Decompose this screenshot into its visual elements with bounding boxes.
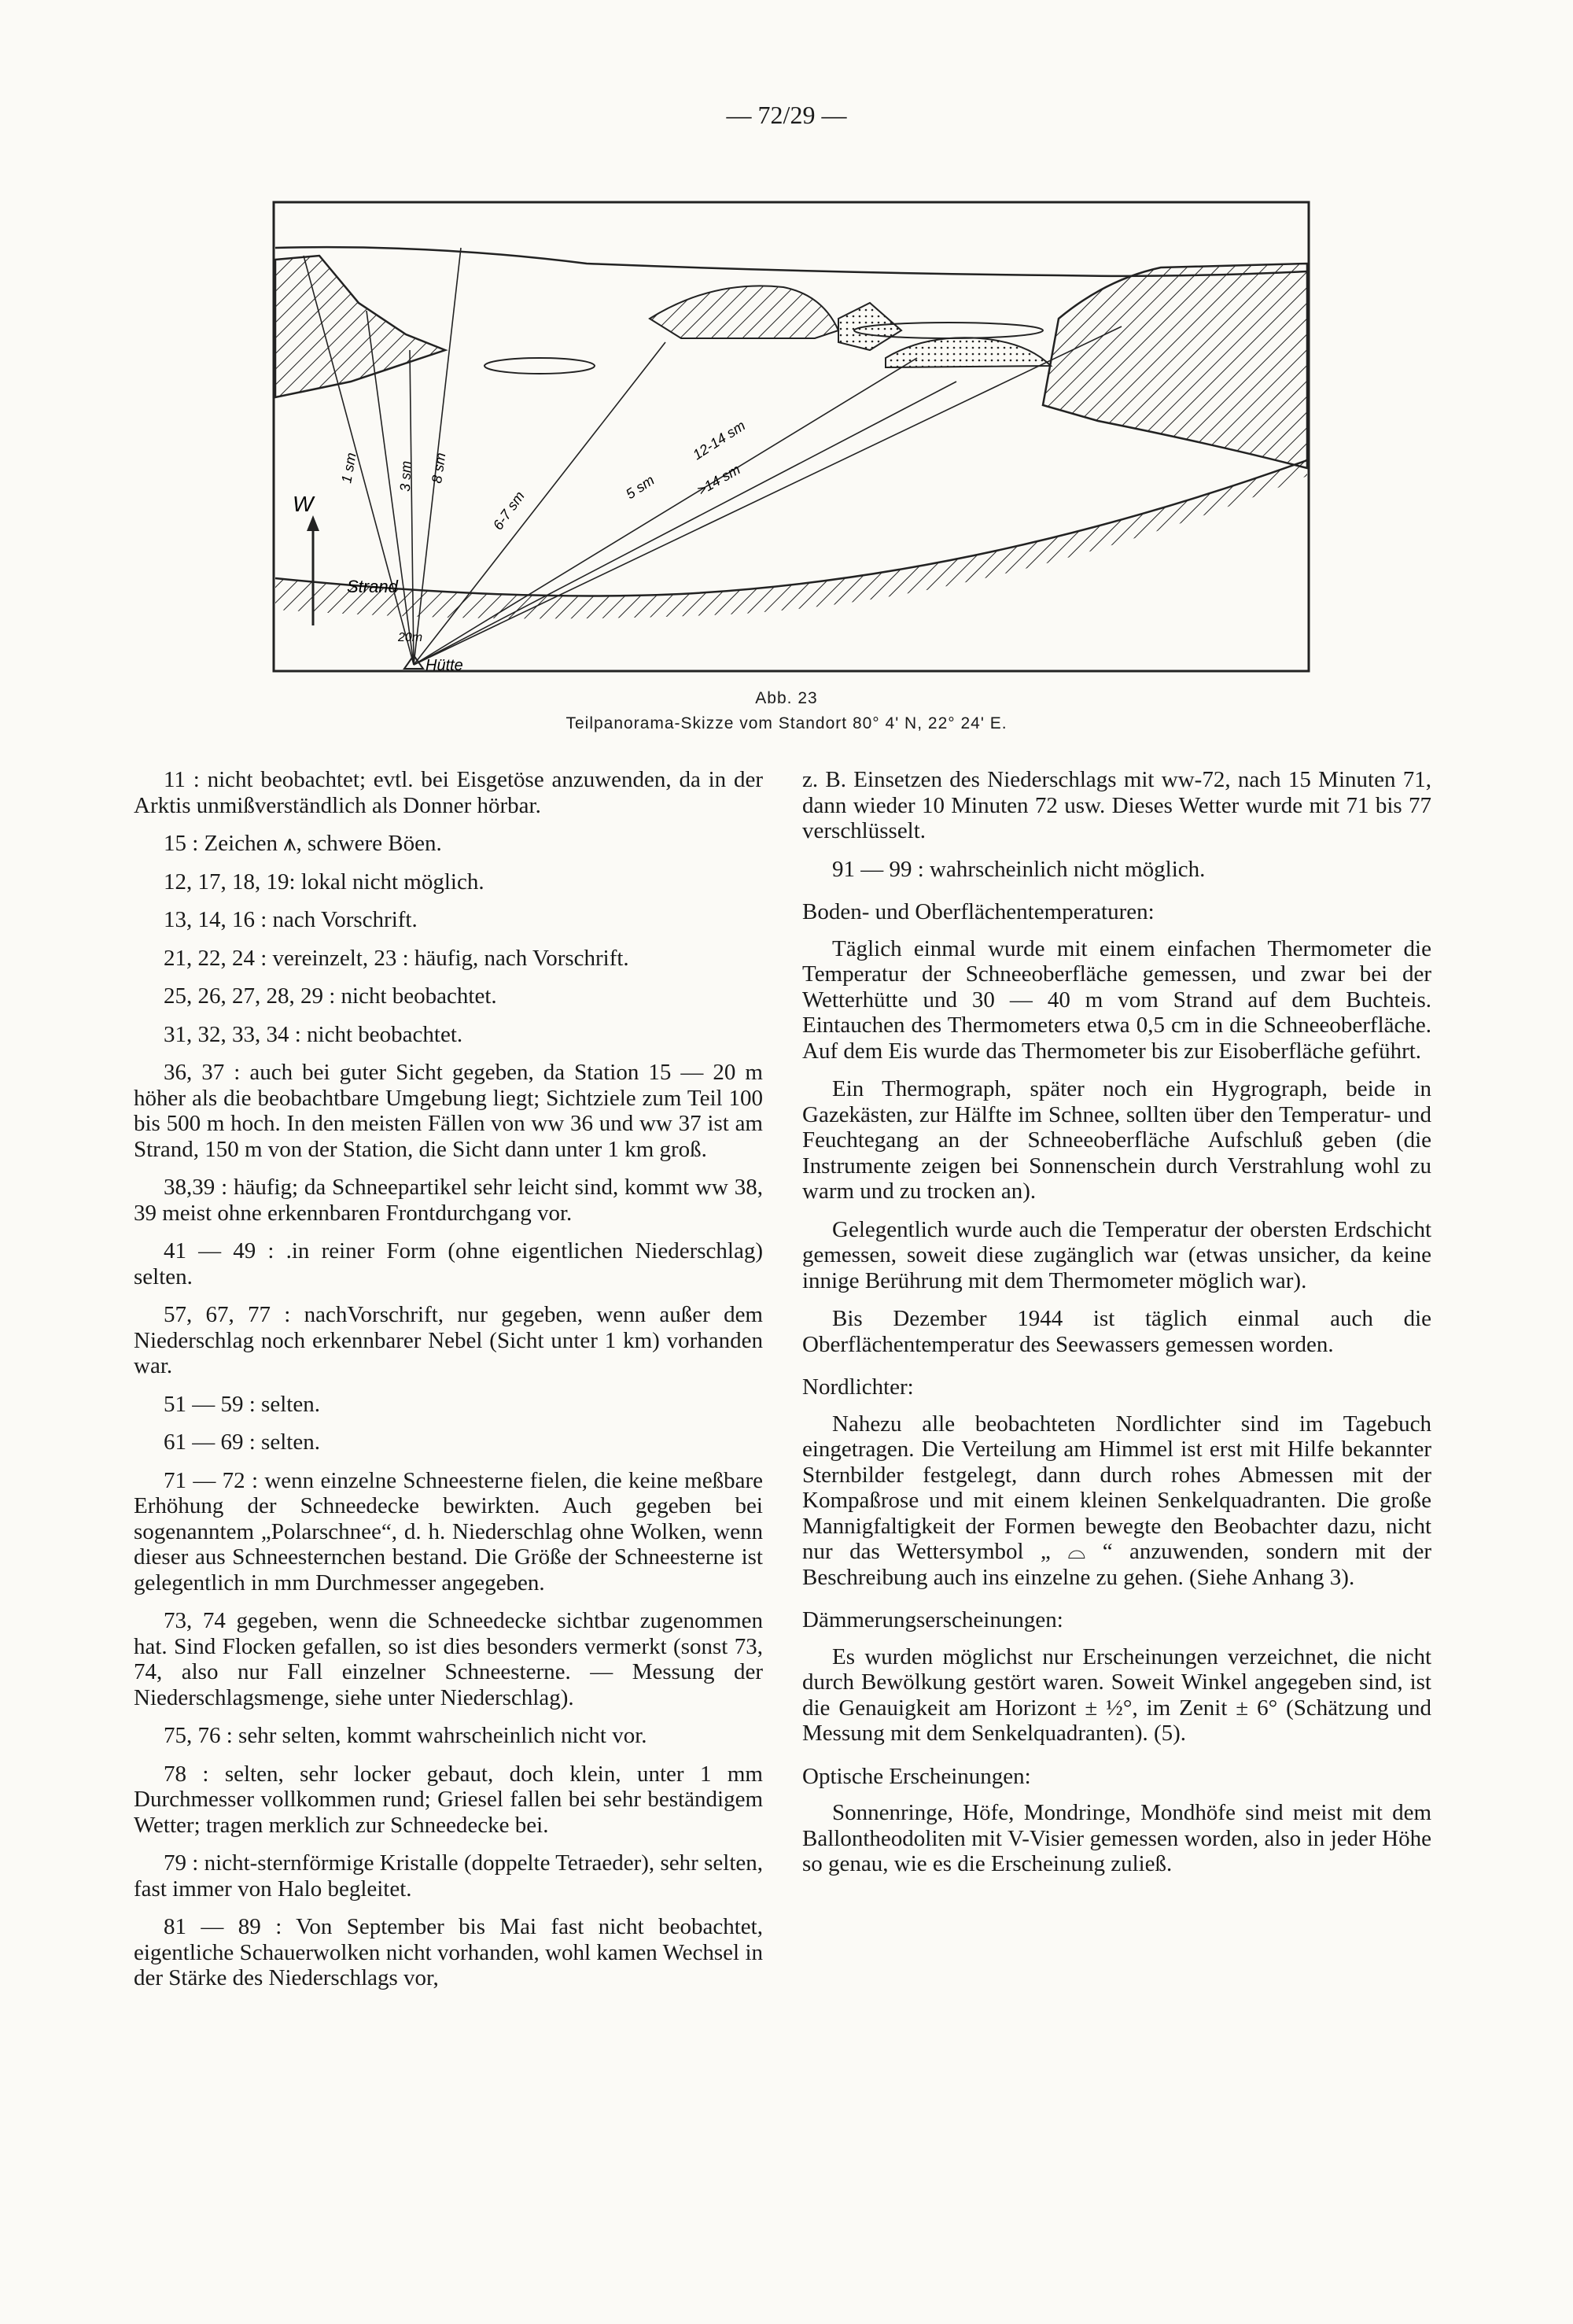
left-paragraph: 78 : selten, sehr locker gebaut, doch klein, unter 1 mm Durchmesser vollkommen rund; Griesel fallen bei sehr beständigem Wetter; tragen merklich zur Schneedecke bei. (134, 1761, 763, 1838)
section-heading-optische: Optische Erscheinungen: (802, 1763, 1031, 1789)
left-paragraph: 79 : nicht-sternförmige Kristalle (doppelte Tetraeder), sehr selten, fast immer von Halo begleitet. (134, 1850, 763, 1902)
left-paragraph: 25, 26, 27, 28, 29 : nicht beobachtet. (164, 983, 497, 1009)
right-cliff (1043, 264, 1307, 468)
left-paragraph: 57, 67, 77 : nachVorschrift, nur gegeben, wenn außer dem Niederschlag noch erkennbarer Nebel (Sicht unter 1 km) vorhanden war. (134, 1302, 763, 1378)
left-paragraph: 15 : Zeichen ⩚, schwere Böen. (164, 831, 442, 856)
right-paragraph: Nahezu alle beobachteten Nordlichter sind im Tagebuch eingetragen. Die Verteilung am Himmel ist erst mit Hilfe bekannter Sternbilder festgelegt, dann durch rohes Abmessen mit der Kompaßrose und mit einem kleinen Senkelquadranten. Die große Mannigfaltigkeit der Formen bewegte den Beobachter dazu, nicht nur das Wettersymbol „ ⌓ “ anzuwenden, sondern mit der Beschreibung auch ins einzelne zu gehen. (Siehe Anhang 3). (802, 1411, 1431, 1590)
left-cliff (275, 256, 445, 397)
figure-number: Abb. 23 (755, 689, 818, 707)
page-number: — 72/29 — (726, 101, 847, 129)
right-paragraph: Täglich einmal wurde mit einem einfachen Thermometer die Temperatur der Schneeoberfläche gemessen, und zwar bei der Wetterhütte und 30 — 40 m vom Strand auf dem Buchteis. Eintauchen des Thermometers etwa 0,5 cm in die Schneeoberfläche. Auf dem Eis wurde das Thermometer bis zur Eisoberfläche geführt. (802, 935, 1431, 1064)
right-paragraph: Sonnenringe, Höfe, Mondringe, Mondhöfe sind meist mit dem Ballontheodoliten mit V-Visier gemessen worden, also in jeder Höhe so genau, wie es die Erscheinung zuließ. (802, 1800, 1431, 1876)
panorama-sketch (272, 201, 1310, 673)
left-paragraph: 13, 14, 16 : nach Vorschrift. (164, 907, 418, 932)
label-67sm: 6-7 sm (489, 488, 528, 533)
label-huette: Hütte (425, 657, 463, 673)
right-paragraph: Gelegentlich wurde auch die Temperatur der obersten Erdschicht gemessen, soweit diese zugänglich war (etwas unsicher, da keine innige Berührung mit dem Thermometer möglich war). (802, 1216, 1431, 1293)
label-1214sm: 12-14 sm (690, 417, 749, 463)
label-3sm: 3 sm (397, 460, 414, 492)
panorama-figure (272, 201, 1310, 673)
left-paragraph: 81 — 89 : Von September bis Mai fast nicht beobachtet, eigentliche Schauerwolken nicht vorhanden, wohl kamen Wechsel in der Stärke des Niederschlags vor, (134, 1914, 763, 1990)
right-paragraph: z. B. Einsetzen des Niederschlags mit ww-72, nach 15 Minuten 71, dann wieder 10 Minuten 72 usw. Dieses Wetter wurde mit 71 bis 77 verschlüsselt. (802, 767, 1431, 843)
island (886, 338, 1051, 367)
left-paragraph: 38,39 : häufig; da Schneepartikel sehr leicht sind, kommt ww 38, 39 meist ohne erkennbaren Frontdurchgang vor. (134, 1175, 763, 1226)
left-paragraph: 11 : nicht beobachtet; evtl. bei Eisgetöse anzuwenden, da in der Arktis unmißverständlich als Donner hörbar. (134, 767, 763, 818)
left-paragraph: 73, 74 gegeben, wenn die Schneedecke sichtbar zugenommen hat. Sind Flocken gefallen, so ist dies besonders vermerkt (sonst 73, 74, also nur Fall einzelner Schneesterne. — Messung der Niederschlagsmenge, siehe unter Niederschlag). (134, 1608, 763, 1710)
middle-mountain (650, 286, 838, 338)
left-column (134, 767, 763, 2004)
right-paragraph: Es wurden möglichst nur Erscheinungen verzeichnet, die nicht durch Bewölkung gestört waren. Soweit Winkel angegeben sind, ist die Genauigkeit am Horizont ± ½°, im Zenit ± 6° (Schätzung und Messung mit dem Senkelquadranten). (5). (802, 1643, 1431, 1746)
label-1sm: 1 sm (338, 451, 359, 485)
label-height: 20m (398, 631, 423, 644)
left-paragraph: 71 — 72 : wenn einzelne Schneesterne fielen, die keine meßbare Erhöhung der Schneedecke bewirkten. Auch gegeben bei sogenanntem „Polarschnee“, d. h. Niederschlag ohne Wolken, wenn dieser aus Schneesternchen bestand. Die Größe der Schneesterne ist gelegentlich in mm Durchmesser angegeben. (134, 1467, 763, 1595)
left-paragraph: 21, 22, 24 : vereinzelt, 23 : häufig, nach Vorschrift. (164, 945, 629, 971)
left-paragraph: 51 — 59 : selten. (164, 1391, 320, 1417)
section-heading-daemmerung: Dämmerungserscheinungen: (802, 1607, 1063, 1632)
left-paragraph: 31, 32, 33, 34 : nicht beobachtet. (164, 1021, 463, 1047)
section-heading-nordlichter: Nordlichter: (802, 1374, 914, 1400)
left-paragraph: 12, 17, 18, 19: lokal nicht möglich. (164, 869, 484, 895)
section-heading-boden: Boden- und Oberflächentemperaturen: (802, 899, 1155, 924)
arrow-head (307, 515, 319, 531)
right-paragraph: 91 — 99 : wahrscheinlich nicht möglich. (832, 856, 1206, 882)
label-14sm: >14 sm (694, 461, 743, 499)
direction-label: W (293, 492, 314, 516)
figure-caption: Teilpanorama-Skizze vom Standort 80° 4' N, 22° 24' E. (565, 714, 1008, 732)
water-patch (484, 358, 595, 374)
left-paragraph: 61 — 69 : selten. (164, 1429, 320, 1455)
left-paragraph: 75, 76 : sehr selten, kommt wahrscheinlich nicht vor. (164, 1723, 647, 1748)
left-paragraph: 36, 37 : auch bei guter Sicht gegeben, da Station 15 — 20 m höher als die beobachtbare Umgebung liegt; Sichtziele zum Teil 100 bis 500 m hoch. In den meisten Fällen von ww 36 und ww 37 ist am Strand, 150 m von der Station, die Sicht dann unter 1 km groß. (134, 1060, 763, 1162)
label-strand: Strand (347, 577, 398, 596)
label-8sm: 8 sm (429, 452, 449, 485)
right-column (802, 767, 1431, 1890)
label-5sm: 5 sm (623, 471, 658, 503)
left-paragraph: 41 — 49 : .in reiner Form (ohne eigentlichen Niederschlag) selten. (134, 1238, 763, 1289)
right-paragraph: Ein Thermograph, später noch ein Hygrograph, beide in Gazekästen, zur Hälfte im Schnee, sollten über den Temperatur- und Feuchtegang an der Schneeoberfläche Aufschluß geben (die Instrumente zeigen bei Sonnenschein durch Verstrahlung wohl zu warm und zu trocken an). (802, 1076, 1431, 1204)
right-paragraph: Bis Dezember 1944 ist täglich einmal auch die Oberflächentemperatur des Seewassers gemessen worden. (802, 1306, 1431, 1357)
